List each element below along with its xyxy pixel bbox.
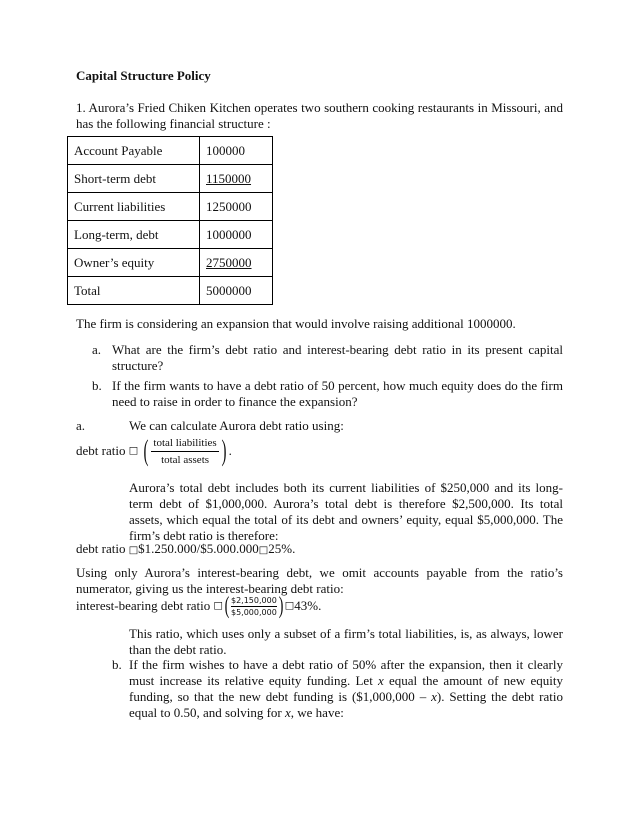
- missing-glyph-box: □: [128, 545, 139, 556]
- debt-ratio-result: [76, 541, 295, 559]
- row-label: Long-term, debt: [68, 221, 200, 249]
- row-value: 1150000: [206, 170, 252, 186]
- result-expression: $1.250.000/$5.000.000: [138, 541, 259, 556]
- question-a-text: What are the firm’s debt ratio and interest-bearing debt ratio in its present capital structure?: [112, 342, 563, 373]
- row-value: 2750000: [206, 254, 252, 270]
- answer-b-part: equal the amount of new equity funding, so that the new debt funding is ($1,000,000 –: [129, 673, 563, 704]
- left-paren: (: [224, 593, 230, 619]
- answer-b-part: If the firm wishes to have a debt ratio of 50% after the expansion, then it clearly must increase its relative equity funding. Let: [129, 657, 563, 688]
- table-row: [68, 249, 273, 277]
- ib-label: interest-bearing debt ratio: [76, 598, 211, 613]
- ib-note: This ratio, which uses only a subset of a firm’s total liabilities, is, as always, lower than the debt ratio.: [129, 626, 563, 657]
- missing-glyph-box: □: [258, 545, 269, 556]
- formula-period: .: [228, 443, 232, 458]
- interest-bearing-formula: [76, 594, 321, 618]
- page-title: Capital Structure Policy: [76, 68, 211, 83]
- ib-denominator: $5,000,000: [230, 607, 277, 617]
- answer-b-part: , we have:: [290, 705, 344, 720]
- row-label: Short-term debt: [68, 165, 200, 193]
- variable-x: x: [431, 689, 437, 704]
- intro-paragraph: 1. Aurora’s Fried Chiken Kitchen operates two southern cooking restaurants in Missouri, and has the following financial structure :: [76, 100, 563, 131]
- ib-percent: 43%.: [294, 598, 322, 613]
- question-b-marker: b.: [92, 378, 102, 393]
- missing-glyph-box: □: [128, 445, 139, 457]
- table-row: [68, 277, 273, 305]
- row-value: 1250000: [200, 193, 273, 221]
- ib-fraction: [231, 596, 277, 617]
- row-label: Total: [68, 277, 200, 305]
- fraction-numerator: total liabilities: [151, 437, 218, 452]
- table-row: [68, 137, 273, 165]
- result-label: debt ratio: [76, 541, 126, 556]
- answer-b-part: ). Setting the debt ratio equal to 0.50, and solving for: [129, 689, 563, 720]
- answer-b-marker: b.: [112, 657, 122, 672]
- answer-b-text: [129, 657, 563, 721]
- right-paren: ): [221, 434, 227, 467]
- answer-a-marker: a.: [76, 418, 86, 433]
- missing-glyph-box: □: [213, 600, 223, 612]
- question-a-marker: a.: [92, 342, 102, 357]
- row-label: Current liabilities: [68, 193, 200, 221]
- row-value: 1000000: [200, 221, 273, 249]
- variable-x: x: [378, 673, 384, 688]
- interest-bearing-intro: Using only Aurora’s interest-bearing debt, we omit accounts payable from the ratio’s numerator, giving us the interest-bearing debt ratio:: [76, 565, 563, 596]
- ib-numerator: $2,150,000: [230, 595, 277, 605]
- debt-ratio-fraction: [151, 437, 218, 466]
- answer-a-text: We can calculate Aurora debt ratio using:: [129, 418, 344, 433]
- question-b-text: If the firm wants to have a debt ratio of 50 percent, how much equity does do the firm need to raise in order to finance the expansion?: [112, 378, 563, 409]
- debt-explanation: Aurora’s total debt includes both its current liabilities of $250,000 and its long-term debt of $1,000,000. Aurora’s total debt is therefore $2,500,000. Its total assets, which equal the total of its debt and owners’ equity, equal $5,000,000. The firm’s debt ratio is therefore:: [129, 480, 563, 543]
- table-row: [68, 165, 273, 193]
- debt-ratio-formula: [76, 436, 232, 466]
- row-label: Owner’s equity: [68, 249, 200, 277]
- result-percent: 25%.: [268, 541, 296, 556]
- row-value: 5000000: [200, 277, 273, 305]
- table-row: [68, 193, 273, 221]
- variable-x: x: [284, 705, 291, 720]
- missing-glyph-box: □: [284, 600, 295, 612]
- fraction-denominator: total assets: [161, 453, 210, 466]
- financial-structure-table: [67, 136, 273, 305]
- formula-label: debt ratio: [76, 443, 126, 458]
- row-value: 100000: [200, 137, 273, 165]
- left-paren: (: [143, 434, 149, 467]
- expansion-text: The firm is considering an expansion that would involve raising additional 1000000.: [76, 316, 516, 331]
- row-label: Account Payable: [68, 137, 200, 165]
- right-paren: ): [278, 593, 284, 619]
- table-row: [68, 221, 273, 249]
